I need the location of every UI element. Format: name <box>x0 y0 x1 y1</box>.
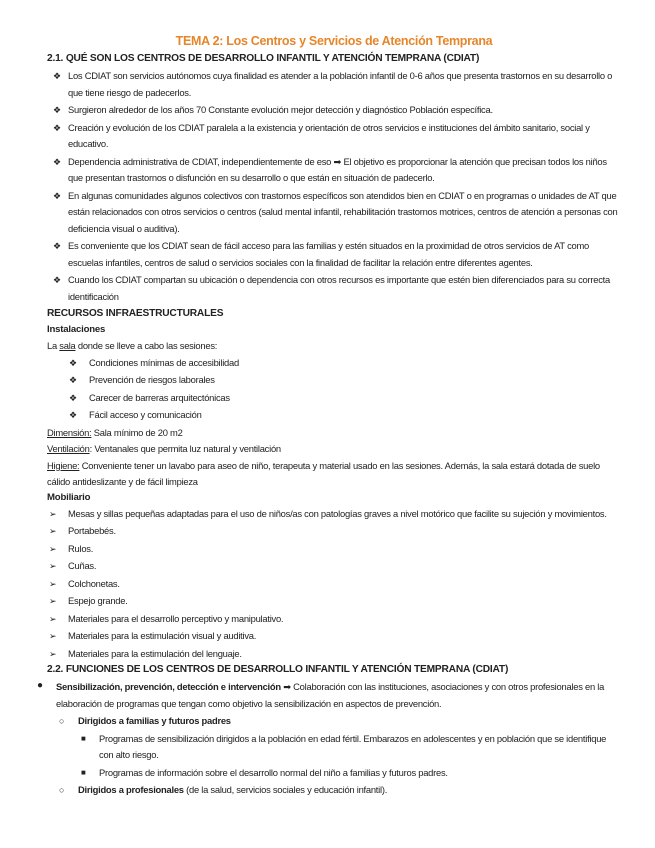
list-item: ❖ Carecer de barreras arquitectónicas <box>57 390 621 407</box>
familias-list <box>47 713 621 730</box>
section-1-list <box>47 68 621 305</box>
sala-list <box>47 355 621 424</box>
diamond-bullet-icon: ❖ <box>53 156 61 167</box>
dimension-line: Dimensión: Sala mínimo de 20 m2 <box>47 426 183 438</box>
diamond-bullet-icon: ❖ <box>69 410 77 420</box>
diamond-bullet-icon: ❖ <box>53 71 61 81</box>
sala-intro: La sala donde se lleve a cabo las sesiones: <box>47 340 218 351</box>
higiene-line: Higiene: Conveniente tener un lavabo para aseo de niño, terapeuta y material usado en las sesiones. Además, la sala estará dotada de suelo cálido antideslizante y de fácil limpieza <box>47 459 600 487</box>
instalaciones-heading: Instalaciones <box>47 324 106 335</box>
list-item: ❖ Surgieron alrededor de los años 70 Constante evolución mejor detección y diagnóstico Población específica. <box>47 102 621 119</box>
recursos-heading: RECURSOS INFRAESTRUCTURALES <box>47 308 224 319</box>
list-item: ○ Dirigidos a profesionales (de la salud, servicios sociales y educación infantil). <box>57 782 621 799</box>
list-item: ❖ En algunas comunidades algunos colectivos con trastornos específicos son atendidos bien en CDIAT o en programas o unidades de AT que están relacionados con otros servicios o centros (salud mental infantil, rehabilitación trastornos motrices, centros de atención a personas con deficiencia visual o auditiva). <box>53 189 618 234</box>
arrowhead-bullet-icon: ➢ <box>49 596 57 606</box>
list-item: ❖ Fácil acceso y comunicación <box>57 407 621 424</box>
diamond-bullet-icon: ❖ <box>69 357 77 368</box>
list-item: ➢ Materiales para la estimulación visual y auditiva. <box>47 628 621 645</box>
arrowhead-bullet-icon: ➢ <box>49 508 57 519</box>
diamond-bullet-icon: ❖ <box>53 122 61 133</box>
familias-programs-list <box>47 731 621 782</box>
arrowhead-bullet-icon: ➢ <box>49 648 57 659</box>
diamond-bullet-icon: ❖ <box>53 190 61 201</box>
list-item: ❖ Creación y evolución de los CDIAT paralela a la existencia y orientación de otros servicios e instituciones del ámbito sanitario, social y educativo. <box>53 121 590 149</box>
profesionales-list <box>47 782 621 799</box>
list-item: ➢ Materiales para el desarrollo perceptivo y manipulativo. <box>47 611 621 628</box>
diamond-bullet-icon: ❖ <box>53 241 61 251</box>
circle-bullet-icon: ○ <box>59 716 65 726</box>
diamond-bullet-icon: ❖ <box>53 105 61 115</box>
circle-bullet-icon: ○ <box>59 785 65 795</box>
list-item: ❖ Es conveniente que los CDIAT sean de fácil acceso para las familias y estén situados en la proximidad de otros servicios de AT como escuelas infantiles, centros de salud o servicios sociales con la finalidad de facilitar la relación entre diferentes agentes. <box>53 240 590 268</box>
section-2-list <box>37 679 621 712</box>
arrowhead-bullet-icon: ➢ <box>49 561 57 571</box>
arrowhead-bullet-icon: ➢ <box>49 526 57 536</box>
list-item: ➢ Portabebés. <box>47 523 621 540</box>
list-item: ■ Programas de sensibilización dirigidos a la población en edad fértil. Embarazos en adolescentes y en población que se identifique con alto riesgo. <box>81 732 607 760</box>
list-item: ❖ Cuando los CDIAT compartan su ubicación o dependencia con otros recursos es importante que estén bien diferenciados para su correcta identificación <box>53 274 610 302</box>
arrowhead-bullet-icon: ➢ <box>49 578 57 589</box>
diamond-bullet-icon: ❖ <box>69 375 77 385</box>
section-2-heading: 2.2. FUNCIONES DE LOS CENTROS DE DESARROLLO INFANTIL Y ATENCIÓN TEMPRANA (CDIAT) <box>47 664 509 675</box>
list-item: ➢ Espejo grande. <box>47 593 621 610</box>
arrowhead-bullet-icon: ➢ <box>49 613 57 624</box>
list-item: ➢ Rulos. <box>47 541 621 558</box>
list-item: ❖ Prevención de riesgos laborales <box>57 372 621 389</box>
list-item: ■ Programas de información sobre el desarrollo normal del niño a familias y futuros padres. <box>78 765 621 782</box>
list-item: ➢ Cuñas. <box>47 558 621 575</box>
list-item: ➢ Materiales para la estimulación del lenguaje. <box>47 646 621 663</box>
diamond-bullet-icon: ❖ <box>69 392 77 403</box>
square-bullet-icon: ■ <box>81 733 86 743</box>
list-item: ➢ Colchonetas. <box>47 576 621 593</box>
mobiliario-heading: Mobiliario <box>47 491 91 503</box>
list-item: ❖ Los CDIAT son servicios autónomos cuya finalidad es atender a la población infantil de 0-6 años que presenta trastornos en su desarrollo o que tiene riesgo de padecerlos. <box>53 70 613 98</box>
list-item: ○ Dirigidos a familias y futuros padres <box>57 713 621 730</box>
arrowhead-bullet-icon: ➢ <box>49 543 57 554</box>
disc-bullet-icon: ● <box>37 680 43 691</box>
document-title: TEMA 2: Los Centros y Servicios de Atención Temprana <box>175 34 493 48</box>
list-item: ❖ Condiciones mínimas de accesibilidad <box>57 355 621 372</box>
section-1-heading: 2.1. QUÉ SON LOS CENTROS DE DESARROLLO INFANTIL Y ATENCIÓN TEMPRANA (CDIAT) <box>47 53 480 64</box>
mobiliario-list <box>47 506 621 663</box>
ventilacion-line: Ventilación: Ventanales que permita luz natural y ventilación <box>47 443 281 454</box>
diamond-bullet-icon: ❖ <box>53 275 61 285</box>
list-item: ➢ Mesas y sillas pequeñas adaptadas para el uso de niños/as con patologías graves a nivel motórico que facilite su sujeción y movimientos. <box>47 506 621 523</box>
list-item: ❖ Dependencia administrativa de CDIAT, independientemente de eso ➡ El objetivo es proporcionar la atención que precisan todos los niños que presentan trastornos o disfunción en su desarrollo o que están en situación de padecerlo. <box>53 155 607 183</box>
arrowhead-bullet-icon: ➢ <box>49 631 57 641</box>
list-item: ● Sensibilización, prevención, detección e intervención ➡ Colaboración con las instituciones, asociaciones y con otros profesionales en la elaboración de programas que tengan como objetivo la sensibilización en aspectos de prevención. <box>37 680 605 709</box>
square-bullet-icon: ■ <box>81 767 86 777</box>
